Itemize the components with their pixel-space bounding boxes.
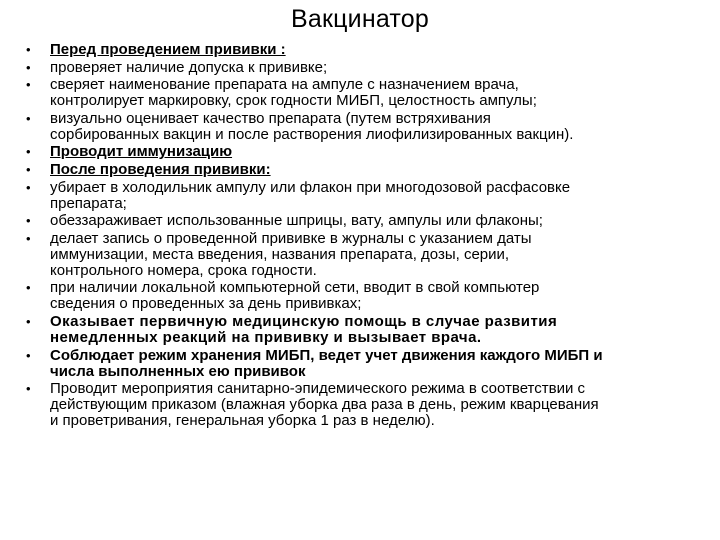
item-line: иммунизации, места введения, названия препарата, дозы, серии, [50, 245, 510, 263]
item-line: и проветривания, генеральная уборка 1 раз в неделю). [50, 412, 435, 430]
item-line: Проводит мероприятия санитарно-эпидемического режима в соответствии с [50, 380, 586, 398]
item-line: при наличии локальной компьютерной сети, вводит в свой компьютер [50, 279, 540, 297]
list-item [26, 77, 716, 109]
item-line: проверяет наличие допуска к прививке; [50, 58, 328, 76]
list-item [26, 280, 716, 312]
bullet-icon: • [26, 230, 31, 246]
bullet-icon: • [26, 280, 31, 296]
item-line: сведения о проведенных за день прививках; [50, 295, 362, 313]
bullet-icon: • [26, 179, 31, 195]
list-item [26, 162, 716, 178]
item-line: Перед проведением прививки : [50, 41, 286, 58]
list-item [26, 111, 716, 143]
slide-title: Вакцинатор [291, 5, 429, 33]
item-line: контрольного номера, срока годности. [50, 261, 317, 279]
bullet-icon: • [26, 381, 31, 397]
list-item [26, 231, 716, 279]
list-item [26, 213, 716, 229]
list-item [26, 42, 716, 58]
item-line: препарата; [50, 194, 127, 212]
item-line: убирает в холодильник ампулу или флакон при многодозовой расфасовке [50, 178, 571, 196]
item-line: После проведения прививки: [50, 160, 271, 178]
list-item [26, 348, 716, 380]
item-line: контролирует маркировку, срок годности МИБП, целостность ампулы; [50, 92, 537, 110]
item-line: сорбированных вакцин и после растворения лиофилизированных вакцин). [50, 125, 574, 143]
list-item [26, 314, 716, 346]
bullet-icon: • [26, 59, 31, 75]
list-item [26, 60, 716, 76]
bullet-icon: • [26, 347, 31, 363]
bullet-icon: • [26, 161, 31, 177]
item-line: действующим приказом (влажная уборка два раза в день, режим кварцевания [50, 396, 599, 414]
list-item [26, 144, 716, 160]
bullet-icon: • [26, 144, 31, 160]
item-line: Проводит иммунизацию [50, 143, 233, 161]
bullet-icon: • [26, 313, 31, 329]
bullet-list [26, 42, 716, 431]
list-item [26, 180, 716, 212]
bullet-icon: • [26, 42, 31, 57]
bullet-icon: • [26, 110, 31, 126]
item-line: делает запись о проведенной прививке в журналы с указанием даты [50, 229, 532, 247]
list-item [26, 381, 716, 429]
item-line: визуально оценивает качество препарата (путем встряхивания [50, 109, 491, 127]
item-line: Оказывает первичную медицинскую помощь в случае развития [50, 312, 558, 330]
item-line: Соблюдает режим хранения МИБП, ведет учет движения каждого МИБП и [50, 346, 603, 364]
item-line: числа выполненных ею прививок [50, 362, 306, 380]
bullet-icon: • [26, 213, 31, 229]
item-line: немедленных реакций на прививку и вызывает врача. [50, 328, 482, 346]
item-line: сверяет наименование препарата на ампуле с назначением врача, [50, 76, 519, 94]
item-line: обеззараживает использованные шприцы, вату, ампулы или флаконы; [50, 212, 543, 230]
bullet-icon: • [26, 77, 31, 93]
